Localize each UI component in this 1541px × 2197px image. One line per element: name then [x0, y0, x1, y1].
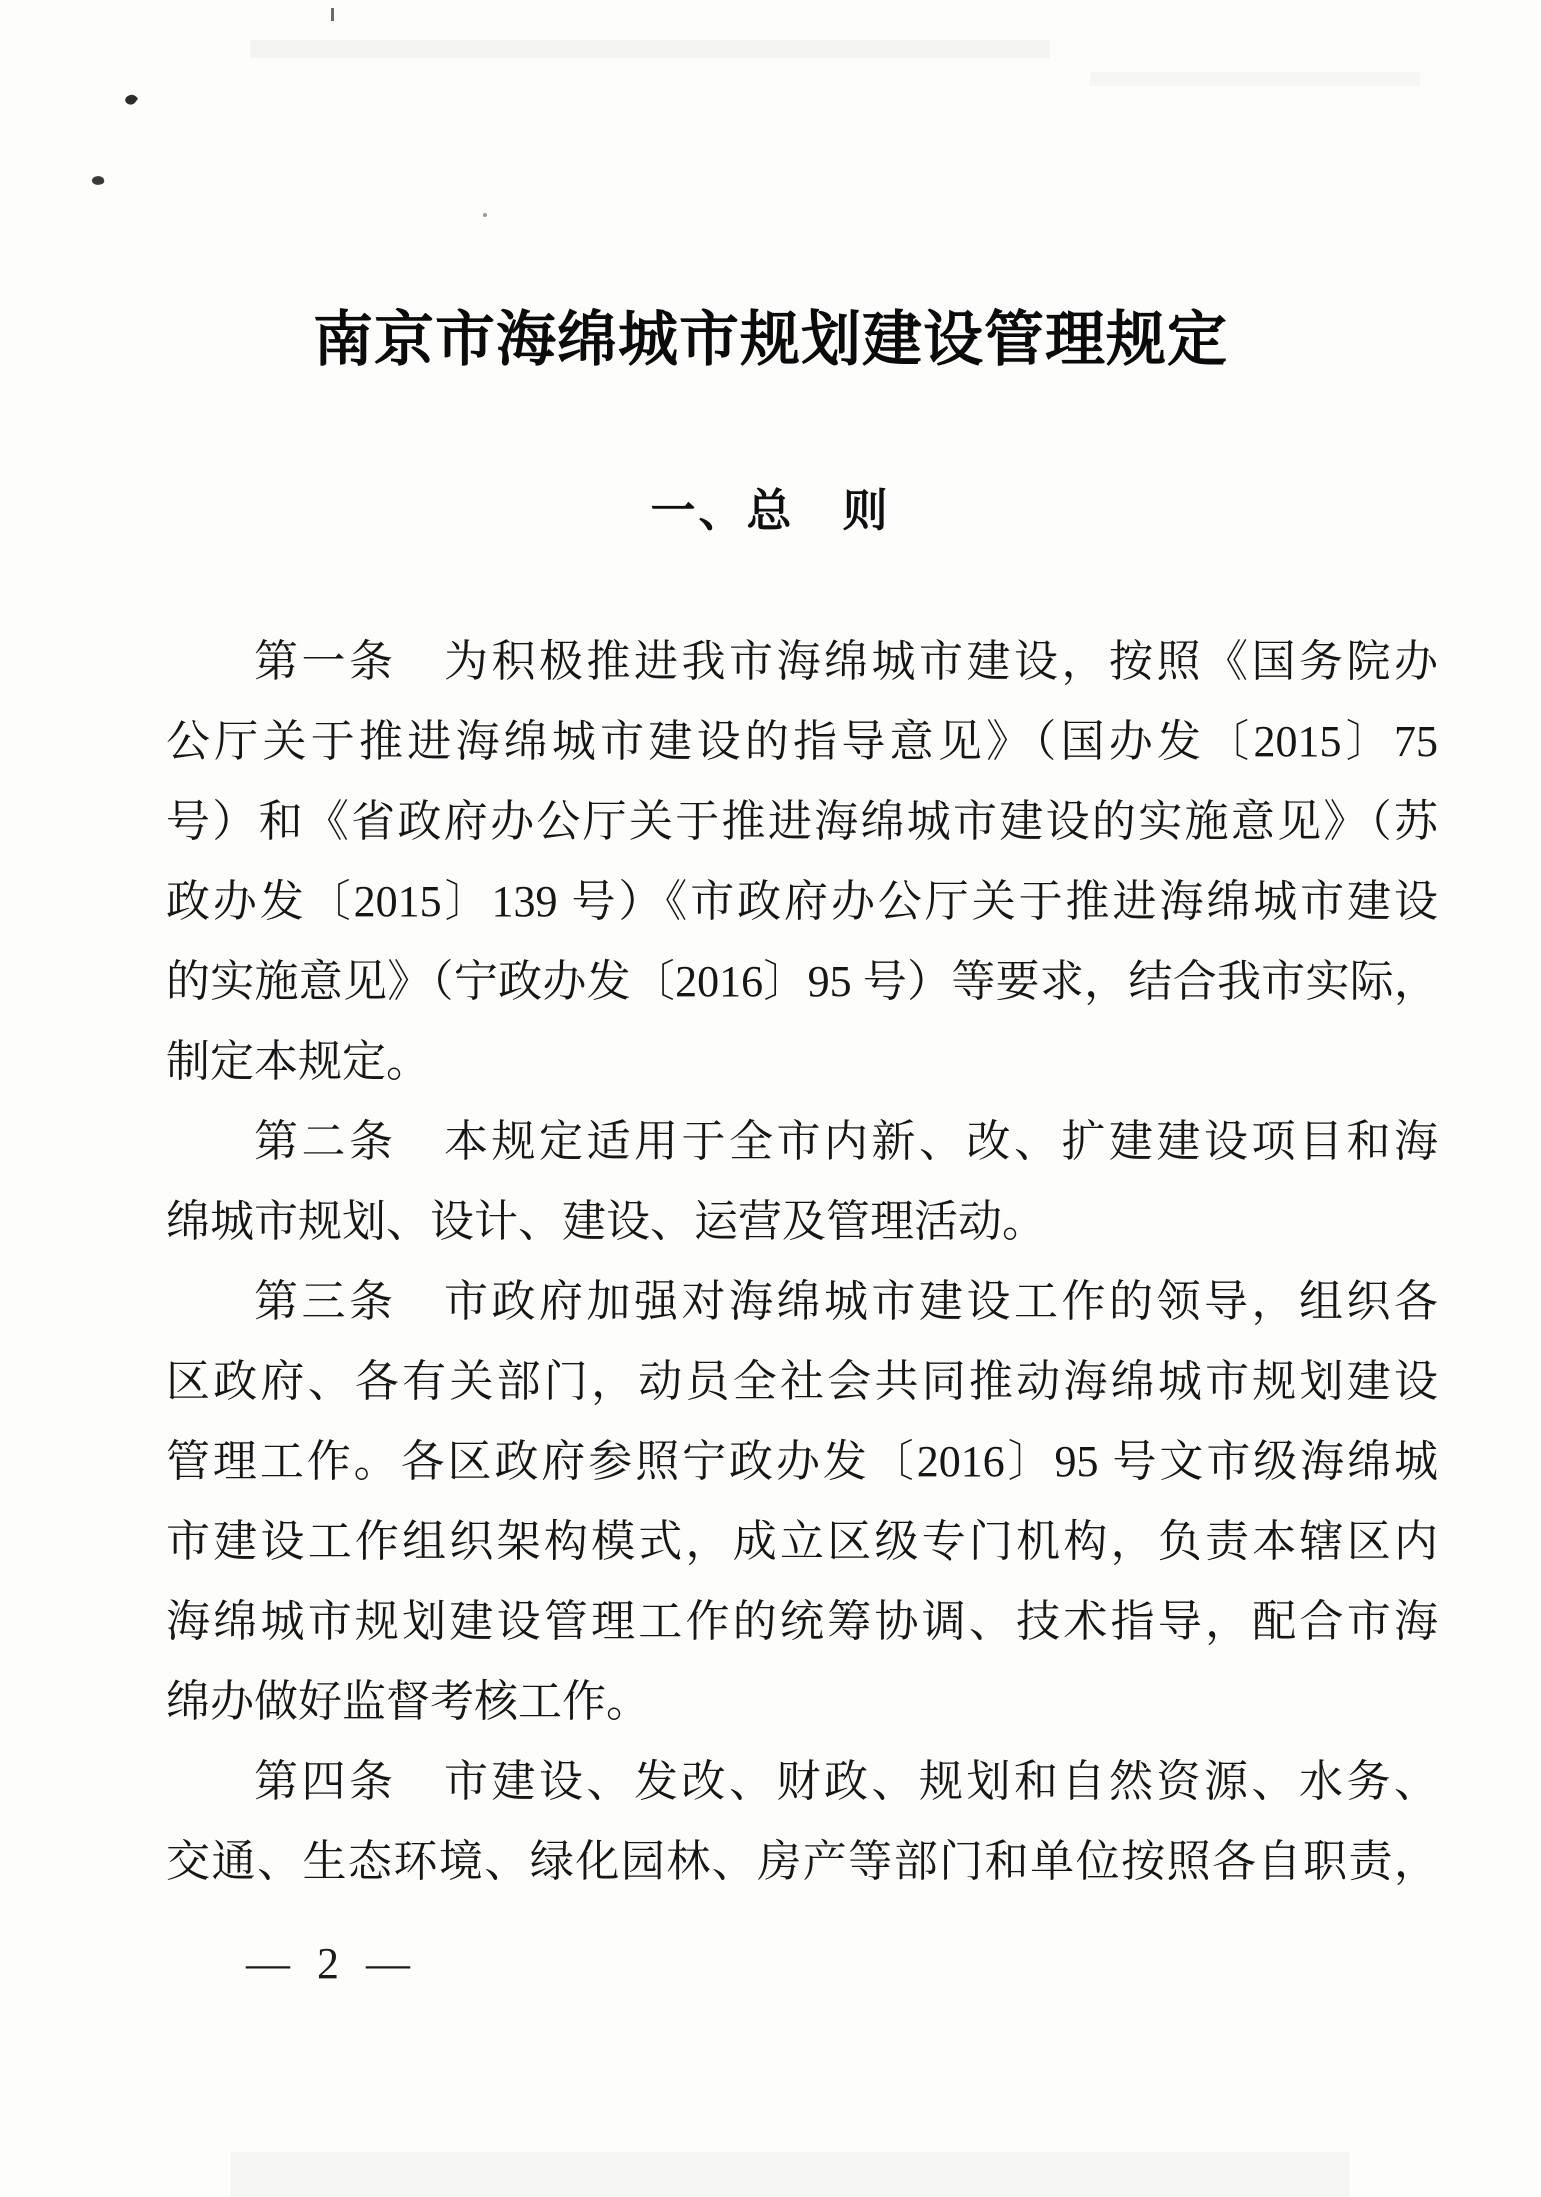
scan-shading-band	[1090, 72, 1420, 86]
text-line: 市建设工作组织架构模式，成立区级专门机构，负责本辖区内	[166, 1517, 1438, 1566]
text-line: 交通、生态环境、绿化园林、房产等部门和单位按照各自职责，	[166, 1837, 1438, 1886]
text-line: 第一条 为积极推进我市海绵城市建设，按照《国务院办	[254, 637, 1438, 686]
scan-shading-band	[230, 2152, 1350, 2197]
text-line: 区政府、各有关部门，动员全社会共同推动海绵城市规划建设	[166, 1357, 1438, 1406]
page-number: — 2 —	[246, 1939, 418, 1988]
text-line: 第四条 市建设、发改、财政、规划和自然资源、水务、	[254, 1757, 1438, 1806]
scan-speck	[124, 92, 139, 107]
text-line: 的实施意见》（宁政办发〔2016〕95 号）等要求，结合我市实际，	[166, 957, 1438, 1006]
text-line: 管理工作。各区政府参照宁政办发〔2016〕95 号文市级海绵城	[166, 1437, 1438, 1486]
text-line: 海绵城市规划建设管理工作的统筹协调、技术指导，配合市海	[166, 1597, 1438, 1646]
text-line: 制定本规定。	[166, 1037, 430, 1086]
scan-speck	[331, 8, 334, 21]
text-line: 号）和《省政府办公厅关于推进海绵城市建设的实施意见》（苏	[166, 797, 1438, 846]
scan-speck	[91, 175, 105, 187]
document-body	[166, 622, 1438, 1902]
text-line: 绵办做好监督考核工作。	[166, 1677, 650, 1726]
text-line: 第三条 市政府加强对海绵城市建设工作的领导，组织各	[254, 1277, 1438, 1326]
document-title: 南京市海绵城市规划建设管理规定	[313, 306, 1228, 373]
scan-speck	[483, 213, 487, 217]
text-line: 第二条 本规定适用于全市内新、改、扩建建设项目和海	[254, 1117, 1438, 1166]
text-line: 公厅关于推进海绵城市建设的指导意见》（国办发〔2015〕75	[166, 717, 1438, 766]
scan-shading-band	[250, 40, 1050, 58]
text-line: 绵城市规划、设计、建设、运营及管理活动。	[166, 1197, 1046, 1246]
section-heading: 一、总 则	[650, 485, 891, 536]
text-line: 政办发〔2015〕139 号）《市政府办公厅关于推进海绵城市建设	[166, 877, 1438, 926]
